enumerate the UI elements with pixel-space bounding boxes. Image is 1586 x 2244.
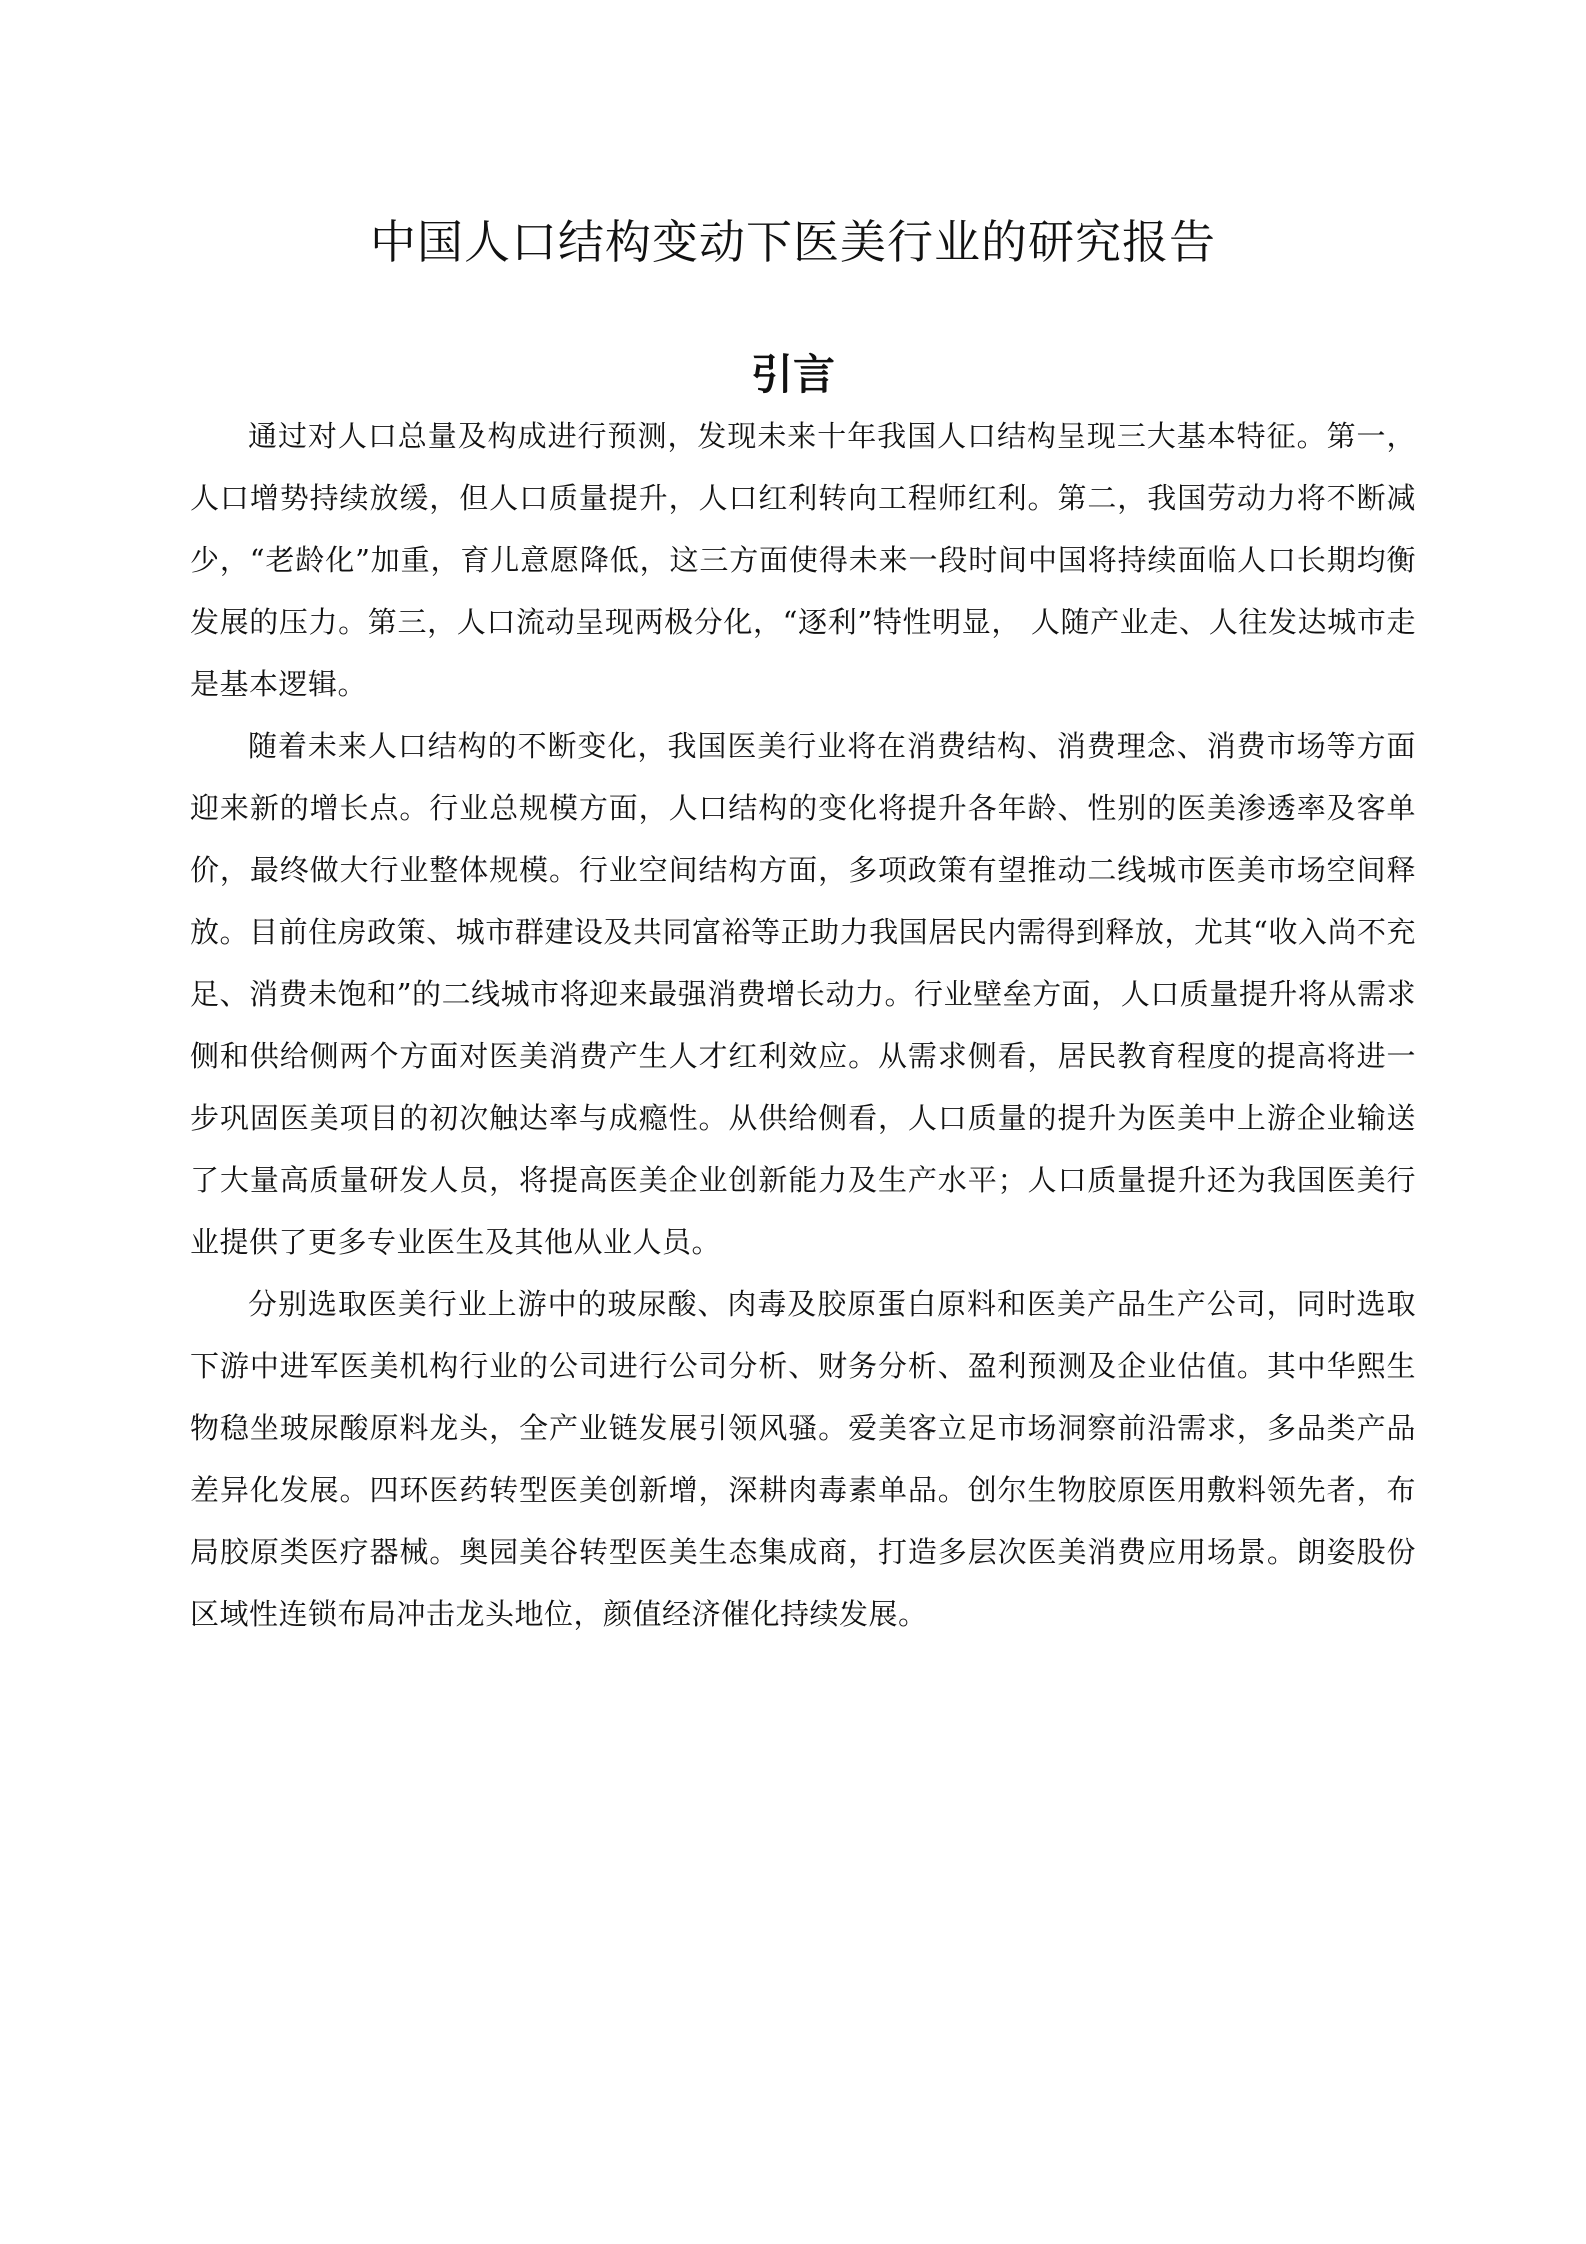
paragraph-industry-growth: 随着未来人口结构的不断变化，我国医美行业将在消费结构、消费理念、消费市场等方面迎来新的增长点。行业总规模方面，人口结构的变化将提升各年龄、性别的医美渗透率及客单价，最终做大行业整体规模。行业空间结构方面，多项政策有望推动二线城市医美市场空间释放。目前住房政策、城市群建设及共同富裕等正助力我国居民内需得到释放，尤其“收入尚不充足、消费未饱和”的二线城市将迎来最强消费增长动力。行业壁垒方面，人口质量提升将从需求侧和供给侧两个方面对医美消费产生人才红利效应。从需求侧看，居民教育程度的提高将进一步巩固医美项目的初次触达率与成瘾性。从供给侧看，人口质量的提升为医美中上游企业输送了大量高质量研发人员，将提高医美企业创新能力及生产水平；人口质量提升还为我国医美行业提供了更多专业医生及其他从业人员。 [190,729,1416,1259]
paragraph-population-features: 通过对人口总量及构成进行预测，发现未来十年我国人口结构呈现三大基本特征。第一，人口增势持续放缓，但人口质量提升，人口红利转向工程师红利。第二，我国劳动力将不断减少，“老龄化”加重，育儿意愿降低，这三方面使得未来一段时间中国将持续面临人口长期均衡发展的压力。第三，人口流动呈现两极分化，“逐利”特性明显， 人随产业走、人往发达城市走是基本逻辑。 [190,419,1416,701]
section-heading-introduction: 引言 [750,350,835,399]
body-text [190,405,1416,1645]
document-title: 中国人口结构变动下医美行业的研究报告 [370,215,1216,269]
paragraph-company-analysis: 分别选取医美行业上游中的玻尿酸、肉毒及胶原蛋白原料和医美产品生产公司，同时选取下游中进军医美机构行业的公司进行公司分析、财务分析、盈利预测及企业估值。其中华熙生物稳坐玻尿酸原料龙头，全产业链发展引领风骚。爱美客立足市场洞察前沿需求，多品类产品差异化发展。四环医药转型医美创新增，深耕肉毒素单品。创尔生物胶原医用敷料领先者，布局胶原类医疗器械。奥园美谷转型医美生态集成商，打造多层次医美消费应用场景。朗姿股份区域性连锁布局冲击龙头地位，颜值经济催化持续发展。 [190,1287,1416,1631]
